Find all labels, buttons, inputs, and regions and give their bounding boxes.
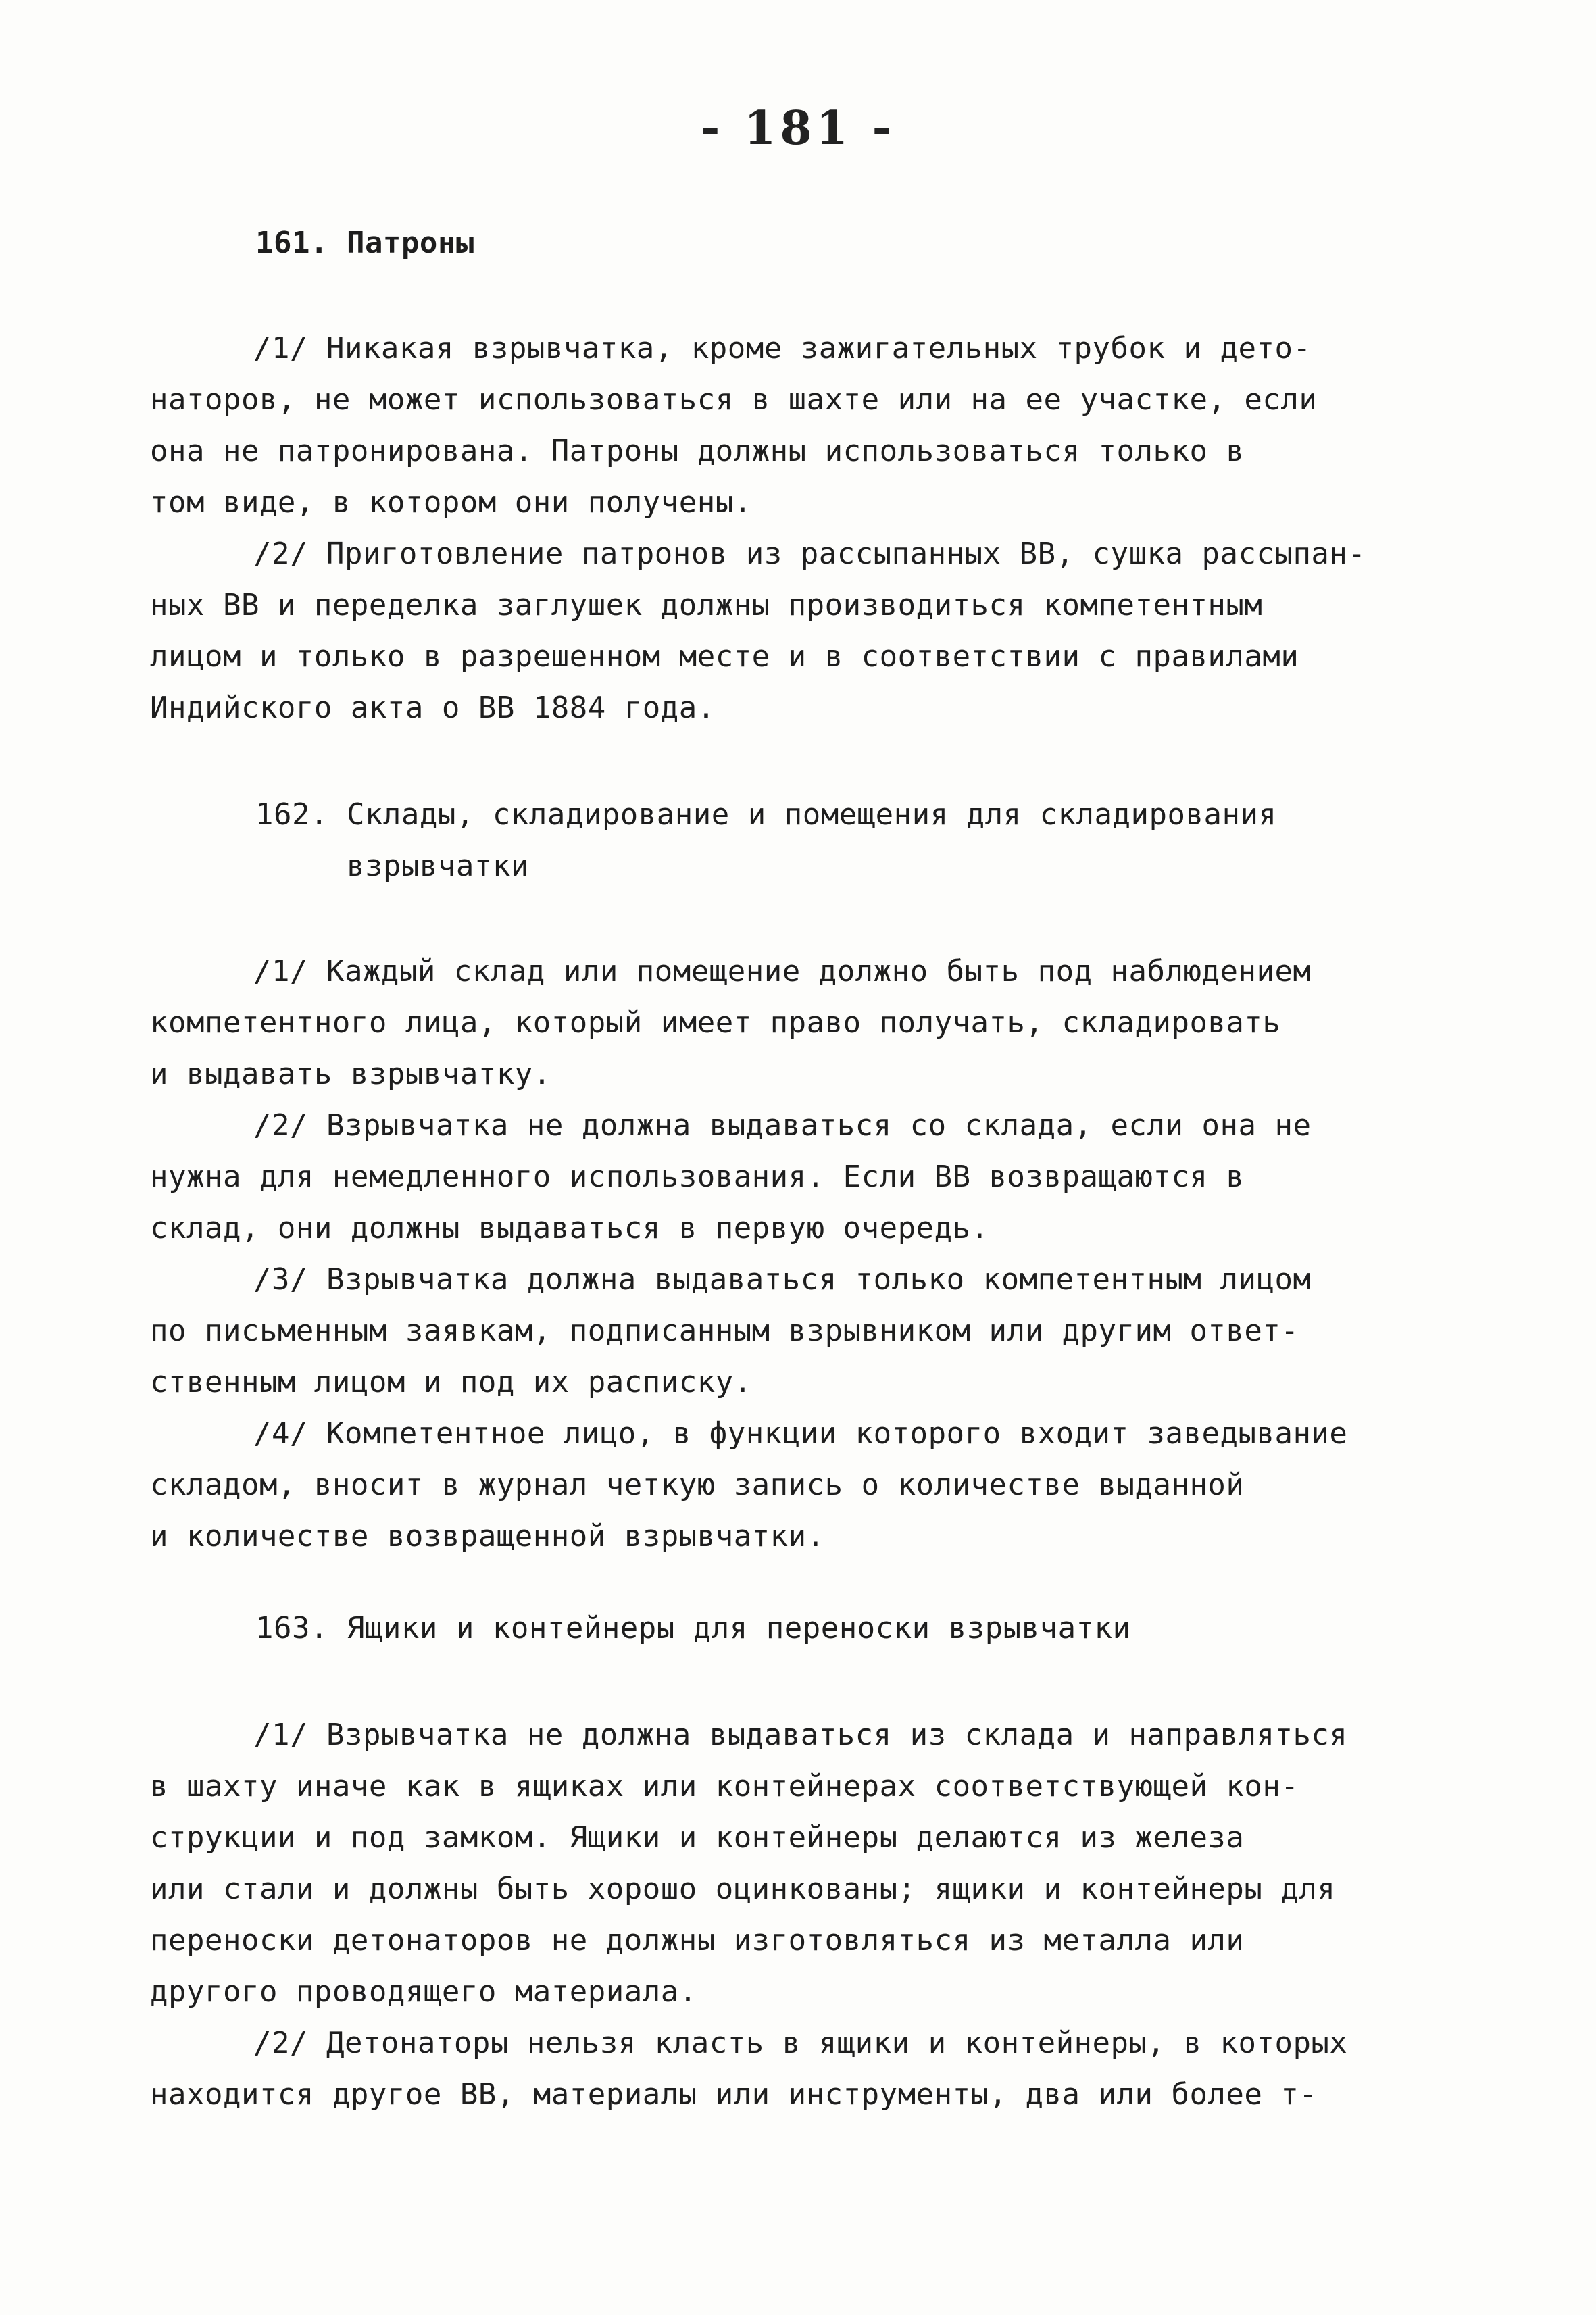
- paragraph-line: по письменным заявкам, подписанным взрывником или другим ответ-: [150, 1314, 1299, 1348]
- section-heading: взрывчатки: [255, 849, 529, 883]
- paragraph-line: компетентного лица, который имеет право получать, складировать: [150, 1005, 1281, 1040]
- section-heading: 161. Патроны: [255, 226, 474, 260]
- paragraph-line: нужна для немедленного использования. Если ВВ возвращаются в: [150, 1160, 1245, 1194]
- paragraph-line: ственным лицом и под их расписку.: [150, 1365, 752, 1399]
- paragraph-line: том виде, в котором они получены.: [150, 485, 752, 520]
- paragraph-line: переноски детонаторов не должны изготовляться из металла или: [150, 1923, 1245, 1958]
- paragraph-line: /1/ Никакая взрывчатка, кроме зажигательных трубок и дето-: [253, 331, 1312, 366]
- paragraph-line: находится другое ВВ, материалы или инструменты, два или более т-: [150, 2077, 1318, 2112]
- paragraph-line: /3/ Взрывчатка должна выдаваться только компетентным лицом: [253, 1262, 1312, 1297]
- paragraph-line: другого проводящего материала.: [150, 1974, 697, 2009]
- section-heading: 162. Склады, складирование и помещения для складирования: [255, 797, 1277, 832]
- paragraph-line: /4/ Компетентное лицо, в функции которого входит заведывание: [253, 1416, 1348, 1451]
- paragraph-line: /2/ Детонаторы нельзя класть в ящики и контейнеры, в которых: [253, 2026, 1348, 2060]
- paragraph-line: в шахту иначе как в ящиках или контейнерах соответствующей кон-: [150, 1769, 1299, 1803]
- paragraph-line: /1/ Каждый склад или помещение должно быть под наблюдением: [253, 954, 1312, 989]
- paragraph-line: /2/ Взрывчатка не должна выдаваться со склада, если она не: [253, 1108, 1312, 1143]
- page-number: - 181 -: [701, 101, 895, 155]
- paragraph-line: лицом и только в разрешенном месте и в соответствии с правилами: [150, 639, 1299, 674]
- paragraph-line: склад, они должны выдаваться в первую очередь.: [150, 1211, 989, 1245]
- paragraph-line: складом, вносит в журнал четкую запись о количестве выданной: [150, 1468, 1245, 1502]
- paragraph-line: ных ВВ и переделка заглушек должны производиться компетентным: [150, 588, 1263, 622]
- paragraph-line: /1/ Взрывчатка не должна выдаваться из склада и направляться: [253, 1718, 1348, 1752]
- paragraph-line: Индийского акта о ВВ 1884 года.: [150, 691, 716, 725]
- paragraph-line: она не патронирована. Патроны должны использоваться только в: [150, 434, 1245, 468]
- paragraph-line: и выдавать взрывчатку.: [150, 1057, 551, 1091]
- paragraph-line: /2/ Приготовление патронов из рассыпанных ВВ, сушка рассыпан-: [253, 537, 1366, 571]
- section-heading: 163. Ящики и контейнеры для переноски взрывчатки: [255, 1611, 1131, 1645]
- paragraph-line: или стали и должны быть хорошо оцинкованы; ящики и контейнеры для: [150, 1872, 1336, 1906]
- paragraph-line: струкции и под замком. Ящики и контейнеры делаются из железа: [150, 1820, 1245, 1855]
- paragraph-line: и количестве возвращенной взрывчатки.: [150, 1519, 825, 1553]
- paragraph-line: наторов, не может использоваться в шахте или на ее участке, если: [150, 382, 1318, 417]
